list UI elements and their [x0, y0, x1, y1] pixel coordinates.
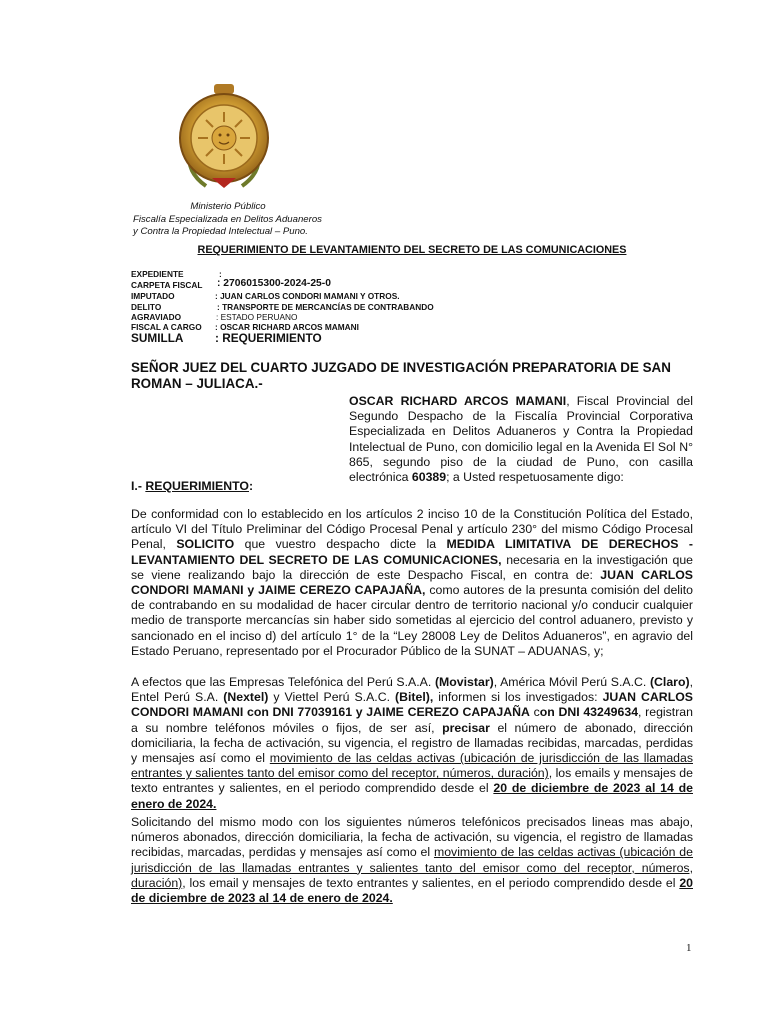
prosecutor-name: OSCAR RICHARD ARCOS MAMANI: [349, 394, 567, 408]
p1-bold: JUAN CARLOS CONDORI MAMANI y JAIME CEREZO CAPAJAÑA,: [131, 567, 693, 598]
p1-text: como autores de la presunta comisión del delito de contrabando en su modalidad de hacer circular dentro de territorio nacional y/o conducir cualquier medio de transporte mercancías sin haber sido sometidas al ejercicio del control aduanero, previsto y sancionado en el inciso d) del artículo 1° de la “Ley 28008 Ley de Delitos Aduaneros”, en agravio del Estado Peruano, representado por el Procurador Público de la SUNAT – ADUANAS, y;: [131, 583, 693, 658]
case-value: : ESTADO PERUANO: [216, 311, 298, 322]
paragraph-3: [131, 815, 693, 906]
p2-bold: (Nextel): [223, 690, 269, 705]
casilla-number: 60389: [411, 470, 447, 485]
case-value: : OSCAR RICHARD ARCOS MAMANI: [215, 322, 359, 333]
addressee: SEÑOR JUEZ DEL CUARTO JUZGADO DE INVESTIGACIÓN PREPARATORIA DE SAN ROMAN – JULIACA.-: [131, 360, 671, 391]
p2-text: A efectos que las Empresas Telefónica del Perú S.A.A.: [131, 675, 435, 689]
case-label: AGRAVIADO: [131, 311, 182, 322]
section-title: REQUERIMIENTO: [145, 479, 249, 493]
section-heading: [131, 479, 253, 493]
p1-bold: SOLICITO: [176, 537, 235, 552]
intro-paragraph: [349, 394, 693, 485]
p2-text: c: [529, 705, 540, 720]
p2-bold: JUAN CARLOS CONDORI MAMANI con DNI 77039161 y JAIME CEREZO CAPAJAÑA: [131, 690, 693, 720]
p2-text: , registran a su nombre teléfonos móviles o fijos, de ser así,: [131, 705, 693, 735]
case-value: : JUAN CARLOS CONDORI MAMANI Y OTROS.: [215, 291, 400, 302]
p2-bold: (Bitel),: [395, 690, 434, 705]
sumilla-value: : REQUERIMIENTO: [215, 331, 322, 345]
case-value: : TRANSPORTE DE MERCANCÍAS DE CONTRABANDO: [217, 301, 434, 312]
p3-underlined: movimiento de las celdas activas (ubicación de jurisdicción de las llamadas entrantes y salientes tanto del emisor como del receptor, números, duración): [131, 845, 693, 890]
p1-bold: MEDIDA LIMITATIVA DE DERECHOS - LEVANTAMIENTO DEL SECRETO DE LAS COMUNICACIONES,: [131, 537, 693, 567]
page-number: 1: [686, 942, 692, 954]
intro-text-end: ; a Usted respetuosamente digo:: [446, 470, 624, 485]
p1-text: De conformidad con lo establecido en los artículos 2 inciso 10 de la Constitución Política del Estado, artículo VI del Título Preliminar del Código Procesal Penal y artículo 230° del mismo Código Procesal Penal,: [131, 507, 693, 552]
paragraph-1: [131, 507, 693, 659]
case-value: :: [219, 269, 222, 279]
case-label: EXPEDIENTE: [131, 269, 184, 279]
ministerio-publico-seal: [176, 82, 272, 192]
p2-date-range: 20 de diciembre de 2023 al 14 de enero de 2024.: [131, 781, 693, 811]
institution-name: Ministerio Público: [190, 201, 266, 212]
p3-date-range: 20 de diciembre de 2023 al 14 de enero de 2024.: [131, 875, 693, 906]
case-label: FISCAL A CARGO: [131, 322, 202, 333]
p2-text: , América Móvil Perú S.A.C.: [493, 675, 650, 689]
p3-text: , los email y mensajes de texto entrantes y salientes, en el periodo comprendido desde el: [182, 875, 680, 890]
p1-text: necesaria en la investigación que se viene realizando bajo la dirección de este Despacho Fiscal, en contra de:: [131, 552, 693, 582]
office-line-1: Fiscalía Especializada en Delitos Aduaneros: [133, 213, 322, 225]
p2-text: , Entel Perú S.A.: [131, 675, 693, 705]
case-value: : 2706015300-2024-25-0: [217, 278, 331, 290]
p2-text: informen si los investigados:: [433, 690, 603, 705]
p2-text: el número de abonado, dirección domiciliaria, la fecha de activación, su vigencia, el registro de llamadas recibidas, marcadas, perdidas y mensajes así como el: [131, 720, 693, 766]
section-prefix: I.-: [131, 479, 146, 493]
p2-bold: precisar: [442, 720, 490, 735]
p2-bold: (Claro): [649, 675, 690, 689]
p2-underlined: movimiento de las celdas activas (ubicación de jurisdicción de las llamadas entrantes y salientes tanto del emisor como del receptor, números, duración): [131, 751, 693, 781]
paragraph-2: [131, 675, 693, 812]
sumilla-row: [131, 331, 322, 345]
p2-text: y Viettel Perú S.A.C.: [268, 690, 396, 705]
p1-text: que vuestro despacho dicte la: [234, 537, 447, 552]
case-label: DELITO: [131, 301, 162, 312]
p2-bold: (Movistar): [434, 675, 494, 689]
p3-text: Solicitando del mismo modo con los siguientes números telefónicos precisados lineas mas abajo, números abonados, dirección domiciliaria, la fecha de activación, su vigencia, el registro de llamadas recibidas, marcadas, perdidas y mensajes así como el: [131, 815, 693, 860]
institution-block: [133, 201, 323, 239]
case-label: IMPUTADO: [131, 291, 175, 302]
office-line-2: y Contra la Propiedad Intelectual – Puno.: [133, 226, 308, 237]
document-title: REQUERIMIENTO DE LEVANTAMIENTO DEL SECRETO DE LAS COMUNICACIONES: [197, 244, 627, 256]
p2-text: , los emails y mensajes de texto entrantes y salientes, en el periodo comprendido desde el: [131, 766, 693, 796]
intro-text: , Fiscal Provincial del Segundo Despacho de la Fiscalía Provincial Corporativa Especializada en Delitos Aduaneros y Contra la Propiedad Intelectual de Puno, con domicilio legal en la Avenida El Sol N° 865, segundo piso de la ciudad de Puno, con casilla electrónica: [349, 394, 694, 485]
section-suffix: :: [248, 479, 254, 493]
p2-bold: on DNI 43249634: [539, 705, 639, 720]
case-label: CARPETA FISCAL: [131, 280, 203, 291]
sumilla-label: SUMILLA: [131, 331, 184, 345]
